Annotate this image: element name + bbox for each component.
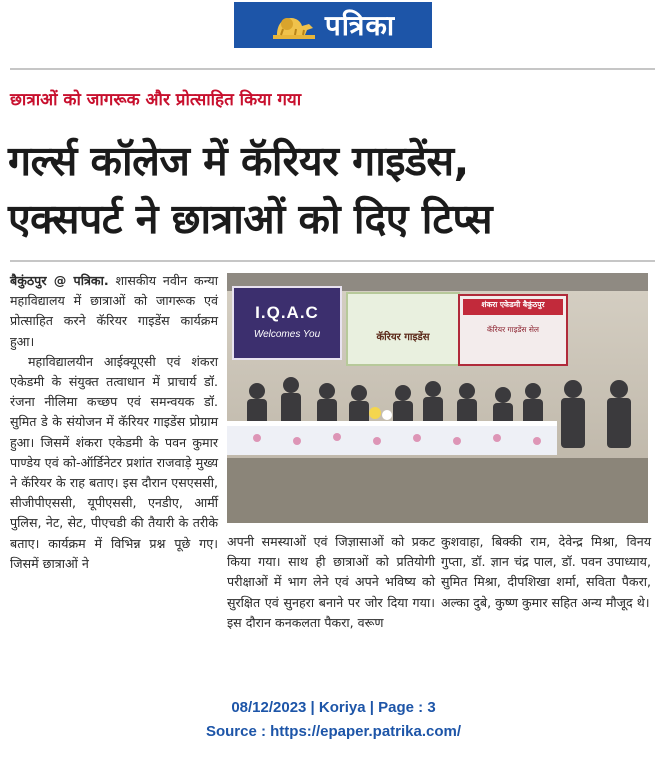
headline-divider [10, 260, 655, 262]
lion-emblem-icon [271, 10, 317, 40]
headline-line-1: गर्ल्स कॉलेज में कॅरियर गाइडेंस, [8, 137, 469, 185]
top-divider [10, 68, 655, 70]
paragraph-3: अपनी समस्याओं एवं जिज्ञासाओं को प्रकट किया गया। साथ ही छात्राओं को प्रतियोगी परीक्षाओं में भाग लेने एवं अपने भविष्य को सुरक्षित एवं सुनहरा बनाने पर जोर दिया गया। इस दौरान कनकलता पैकरा, वरूण [227, 534, 435, 630]
newspaper-masthead [234, 2, 432, 48]
banner-right-title: शंकरा एकेडमी बैकुंठपुर [481, 300, 545, 309]
paragraph-4: कुशवाहा, बिक्की राम, देवेन्द्र मिश्रा, विनय गुप्ता, डॉ. ज्ञान चंद्र पाल, डॉ. पवन उपाध्याय, सुमित मिश्रा, दीपशिखा शर्मा, सविता पैकरा, अल्का दुबे, कुष्ण कुमार सहित अन्य मौजूद थे। [441, 534, 651, 610]
banner-iqac-welcome: Welcomes You [253, 329, 321, 340]
paragraph-2: महाविद्यालयीन आईक्यूएसी एवं शंकरा एकेडमी के संयुक्त तत्वाधान में प्राचार्य डॉ. रंजना नीलिमा कच्छप एवं समन्वयक डॉ. सुमित डे के संयोजन में कॅरियर गाइडेंस प्रोग्राम हुआ। जिसमें शंकरा एकेडमी के पवन कुमार पाण्डेय एवं को-ऑर्डिनेटर प्रशांत राजवाड़े मुख्य ने कॅरियर के राह बताए। इस दौरान एसएससी, सीजीपीएससी, यूपीएससी, एनडीए, आर्मी पुलिस, नेट, सेट, पीएचडी की तैयारी के तरीके बताए। कार्यक्रम में विभिन्न प्रश्न पूछे गए। जिसमें छात्राओं ने [10, 353, 218, 571]
event-photo [227, 273, 648, 523]
headline-line-2: एक्सपर्ट ने छात्राओं को दिए टिप्स [8, 195, 493, 243]
article-column-2 [227, 532, 435, 633]
paragraph-1 [10, 271, 218, 352]
footer-date-line: 08/12/2023 | Koriya | Page : 3 [231, 699, 436, 716]
footer-source-line: Source : https://epaper.patrika.com/ [205, 723, 462, 740]
banner-center-text: कॅरियर गाइडेंस [376, 332, 430, 343]
banner-right-subtitle: कॅरियर गाइडेंस सेल [486, 325, 540, 334]
article-kicker: छात्राओं को जागरूक और प्रोत्साहित किया गया [10, 90, 302, 110]
banner-iqac-title: I.Q.A.C [255, 303, 319, 322]
article-column-3 [441, 532, 651, 613]
paragraph-1-text: शासकीय नवीन कन्या महाविद्यालय में छात्राओं को जागरूक एवं प्रोत्साहित करने कॅरियर गाइडेंस कार्यक्रम हुआ। [10, 273, 218, 349]
article-headline [8, 132, 658, 248]
article-column-1 [10, 271, 218, 574]
masthead-title: पत्रिका [324, 9, 396, 42]
dateline: बैकुंठपुर @ पत्रिका. [10, 273, 109, 288]
